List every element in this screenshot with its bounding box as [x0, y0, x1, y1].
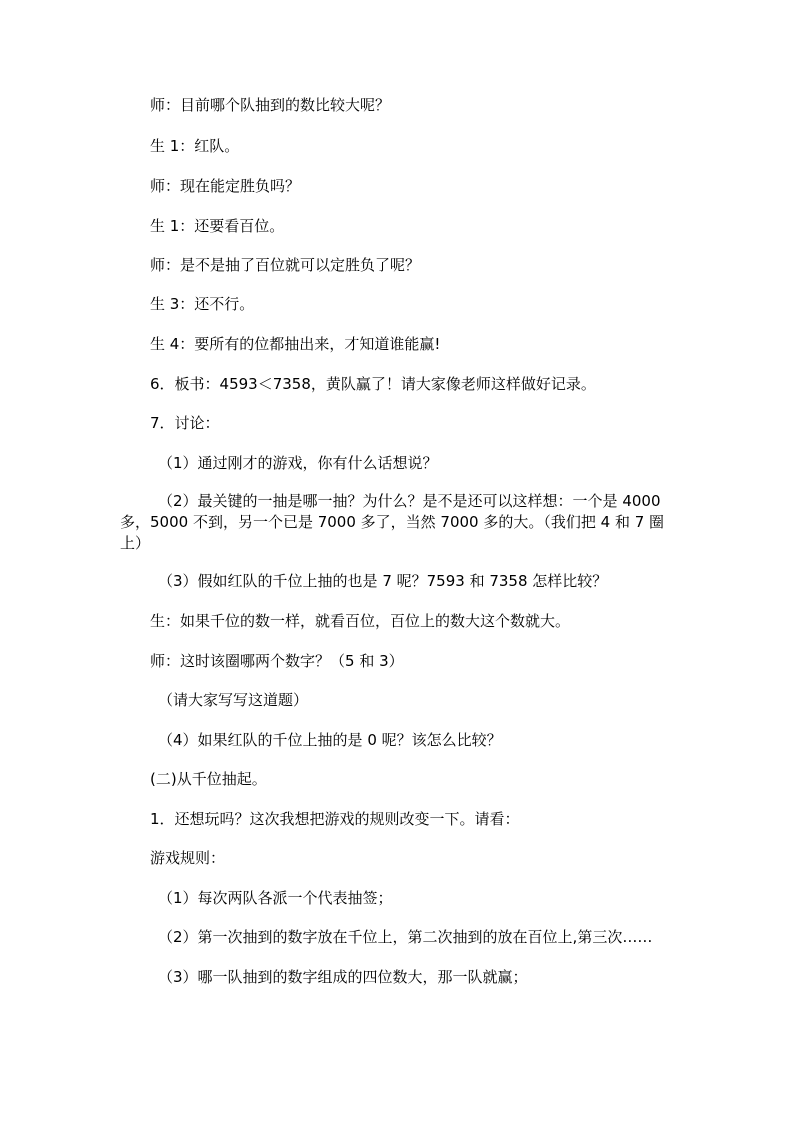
paragraph-13: 生：如果千位的数一样，就看百位，百位上的数大这个数就大。 [150, 612, 571, 630]
paragraph-17: (二)从千位抽起。 [150, 770, 267, 788]
paragraph-7: 生 4：要所有的位都抽出来，才知道谁能赢! [150, 335, 441, 353]
paragraph-16: （4）如果红队的千位上抽的是 0 呢？该怎么比较？ [158, 731, 502, 749]
paragraph-4: 生 1：还要看百位。 [150, 217, 285, 235]
paragraph-21: （2）第一次抽到的数字放在千位上，第二次抽到的放在百位上,第三次…… [158, 928, 653, 946]
paragraph-15: （请大家写写这道题） [158, 691, 309, 709]
paragraph-10: （1）通过刚才的游戏，你有什么话想说？ [158, 454, 438, 472]
paragraph-14: 师：这时该圈哪两个数字？（5 和 3） [150, 652, 404, 670]
paragraph-11: （2）最关键的一抽是哪一抽？为什么？是不是还可以这样想：一个是 4000 多，5000 不到，另一个已是 7000 多了，当然 7000 多的大。（我们把 4 和 7 圈上） [120, 492, 665, 552]
paragraph-6: 生 3：还不行。 [150, 295, 255, 313]
paragraph-22: （3）哪一队抽到的数字组成的四位数大，那一队就赢； [158, 968, 528, 986]
paragraph-19: 游戏规则： [150, 849, 226, 867]
paragraph-5: 师：是不是抽了百位就可以定胜负了呢？ [150, 256, 421, 274]
paragraph-20: （1）每次两队各派一个代表抽签； [158, 889, 393, 907]
paragraph-3: 师：现在能定胜负吗？ [150, 177, 301, 195]
paragraph-9: 7．讨论： [150, 414, 220, 432]
paragraph-8: 6．板书：4593＜7358，黄队赢了！请大家像老师这样做好记录。 [150, 375, 596, 393]
paragraph-2: 生 1：红队。 [150, 137, 240, 155]
paragraph-18: 1．还想玩吗？这次我想把游戏的规则改变一下。请看： [150, 810, 520, 828]
paragraph-1: 师：目前哪个队抽到的数比较大呢？ [150, 96, 391, 114]
paragraph-12: （3）假如红队的千位上抽的也是 7 呢？7593 和 7358 怎样比较？ [158, 572, 608, 590]
